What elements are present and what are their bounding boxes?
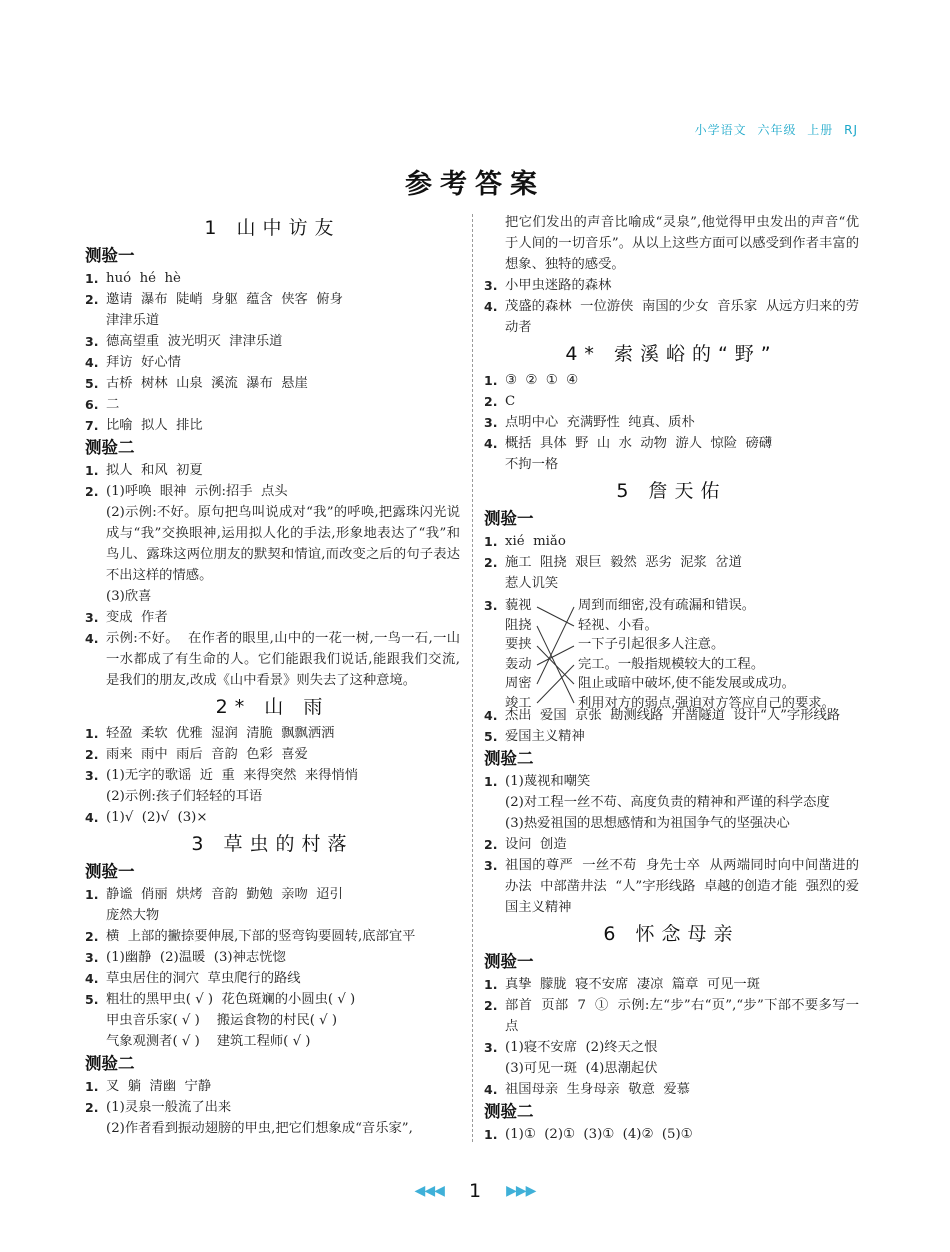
match-word: 周密 bbox=[505, 676, 532, 691]
item-subtext: 惹人讥笑 bbox=[505, 576, 559, 591]
match-line bbox=[537, 607, 574, 684]
item-text: ③ ② ① ④ bbox=[505, 373, 579, 388]
answer-item bbox=[484, 726, 859, 747]
answer-item bbox=[85, 607, 460, 628]
item-text: 设问 创造 bbox=[505, 837, 567, 852]
item-text: 概括 具体 野 山 水 动物 游人 惊险 磅礴 bbox=[505, 436, 773, 451]
match-word: 阻挠 bbox=[505, 617, 532, 633]
test-label: 测验一 bbox=[484, 509, 534, 528]
item-number: 4. bbox=[484, 708, 498, 723]
match-word: 要挟 bbox=[505, 637, 532, 652]
item-text: 静谧 俏丽 烘烤 音韵 勤勉 亲吻 迢引 bbox=[106, 887, 343, 902]
item-number: 2. bbox=[484, 837, 498, 852]
item-text: (1)无字的歌谣 近 重 来得突然 来得悄悄 bbox=[106, 768, 359, 783]
item-number: 2. bbox=[85, 1100, 99, 1115]
item-text: 小甲虫迷路的森林 bbox=[505, 278, 612, 293]
test-label: 测验一 bbox=[85, 246, 135, 265]
item-number: 4. bbox=[85, 355, 99, 370]
item-text: (1)灵泉一般流了出来 bbox=[106, 1100, 232, 1115]
item-number: 3. bbox=[85, 768, 99, 783]
answer-item bbox=[484, 370, 859, 391]
matching-lines bbox=[532, 596, 578, 713]
item-text: 横 上部的撇捺要伸展,下部的竖弯钩要圆转,底部宜平 bbox=[106, 929, 416, 944]
answer-item bbox=[85, 807, 460, 828]
answer-item bbox=[484, 1037, 859, 1058]
match-word: 竣工 bbox=[505, 695, 532, 711]
answer-item bbox=[85, 884, 460, 905]
answer-item bbox=[85, 394, 460, 415]
item-subtext: 气象观测者( √ ) 建筑工程师( √ ) bbox=[106, 1034, 311, 1049]
item-text: (1)① (2)① (3)① (4)② (5)① bbox=[505, 1127, 693, 1142]
match-definition: 完工。一般指规模较大的工程。 bbox=[578, 656, 765, 672]
lesson-title: 1 山中访友 bbox=[204, 217, 341, 239]
lesson-title: 4* 索溪峪的“野” bbox=[565, 343, 778, 365]
matching-exercise bbox=[484, 596, 859, 711]
item-number: 1. bbox=[484, 774, 498, 789]
item-subtext: 不拘一格 bbox=[505, 457, 559, 472]
answer-item bbox=[484, 391, 859, 412]
item-subtext: (2)示例:孩子们轻轻的耳语 bbox=[106, 789, 263, 804]
item-text: C bbox=[505, 394, 516, 409]
match-definition: 周到而细密,没有疏漏和错误。 bbox=[578, 598, 756, 613]
match-line bbox=[537, 665, 574, 703]
item-text: 拜访 好心情 bbox=[106, 355, 181, 370]
item-text: 真挚 朦胧 寝不安席 凄凉 篇章 可见一斑 bbox=[505, 977, 761, 992]
item-text: 施工 阻挠 艰巨 毅然 恶劣 泥浆 岔道 bbox=[505, 555, 742, 570]
page-header: 小学语文 六年级 上册 RJ bbox=[694, 123, 858, 137]
answer-item bbox=[85, 373, 460, 394]
item-subtext: (2)对工程一丝不苟、高度负责的精神和严谨的科学态度 bbox=[505, 795, 830, 810]
answer-list bbox=[85, 884, 460, 1052]
item-number: 1. bbox=[85, 463, 99, 478]
answer-item bbox=[85, 968, 460, 989]
item-number: 5. bbox=[85, 992, 99, 1007]
item-number: 3. bbox=[484, 1040, 498, 1055]
definition-column bbox=[578, 596, 868, 713]
answer-item bbox=[85, 289, 460, 310]
item-number: 3. bbox=[484, 415, 498, 430]
item-number: 3. bbox=[484, 598, 498, 613]
answer-item bbox=[484, 531, 859, 552]
item-number: 1. bbox=[85, 726, 99, 741]
item-text: 邀请 瀑布 陡峭 身躯 蕴含 侠客 俯身 bbox=[106, 292, 343, 307]
match-definition: 阻止或暗中破坏,使不能发展或成功。 bbox=[578, 676, 795, 691]
item-number: 3. bbox=[85, 950, 99, 965]
left-column bbox=[85, 212, 460, 1139]
answer-item bbox=[484, 552, 859, 573]
item-text: 茂盛的森林 一位游侠 南国的少女 音乐家 从远方归来的劳动者 bbox=[505, 299, 859, 335]
answer-item bbox=[85, 989, 460, 1010]
item-number: 5. bbox=[484, 729, 498, 744]
item-number: 4. bbox=[484, 299, 498, 314]
match-line bbox=[537, 646, 574, 684]
answer-item bbox=[85, 268, 460, 289]
item-subtext: (3)热爱祖国的思想感情和为祖国争气的坚强决心 bbox=[505, 816, 790, 831]
answer-item bbox=[85, 415, 460, 436]
item-text: 变成 作者 bbox=[106, 610, 168, 625]
item-number: 2. bbox=[85, 484, 99, 499]
answer-item bbox=[85, 628, 460, 691]
answer-list bbox=[484, 974, 859, 1100]
answer-item bbox=[85, 947, 460, 968]
answer-item bbox=[85, 331, 460, 352]
answer-item bbox=[85, 765, 460, 786]
answer-item bbox=[85, 723, 460, 744]
item-number: 1. bbox=[85, 1079, 99, 1094]
item-number: 2. bbox=[484, 998, 498, 1013]
lesson-title: 6 怀念母亲 bbox=[603, 923, 740, 945]
item-number: 2. bbox=[85, 929, 99, 944]
item-subtext: 甲虫音乐家( √ ) 搬运食物的村民( √ ) bbox=[106, 1013, 338, 1028]
answer-item bbox=[484, 1079, 859, 1100]
item-number: 7. bbox=[85, 418, 99, 433]
item-text: 叉 躺 清幽 宁静 bbox=[106, 1079, 212, 1094]
item-text: 古桥 树林 山泉 溪流 瀑布 悬崖 bbox=[106, 376, 308, 391]
item-text: 比喻 拟人 排比 bbox=[106, 418, 203, 433]
item-text: 拟人 和风 初夏 bbox=[106, 463, 203, 478]
answer-item bbox=[484, 275, 859, 296]
match-line bbox=[537, 607, 574, 626]
page-footer bbox=[0, 1180, 950, 1202]
column-divider bbox=[472, 214, 473, 1142]
item-text: 轻盈 柔软 优雅 湿润 清脆 飘飘洒洒 bbox=[106, 726, 335, 741]
item-text: 雨来 雨中 雨后 音韵 色彩 喜爱 bbox=[106, 747, 308, 762]
item-text: 爱国主义精神 bbox=[505, 729, 585, 744]
answer-item bbox=[85, 352, 460, 373]
item-text: 德高望重 波光明灭 津津乐道 bbox=[106, 334, 283, 349]
item-number: 2. bbox=[85, 747, 99, 762]
item-text: 部首 页部 7 ① 示例:左“步”右“页”,“步”下部不要多写一点 bbox=[505, 998, 859, 1034]
answer-item bbox=[85, 744, 460, 765]
match-word: 藐视 bbox=[505, 598, 532, 613]
answer-item bbox=[484, 855, 859, 918]
item-number: 4. bbox=[85, 971, 99, 986]
item-subtext: 把它们发出的声音比喻成“灵泉”,他觉得甲虫发出的声音“优于人间的一切音乐”。从以上这些方面可以感受到作者丰富的想象、独特的感受。 bbox=[505, 215, 859, 272]
answer-item bbox=[484, 974, 859, 995]
answer-item bbox=[484, 995, 859, 1037]
test-label: 测验二 bbox=[484, 1102, 534, 1121]
item-text: huó hé hè bbox=[106, 271, 181, 286]
answer-item bbox=[484, 433, 859, 454]
match-definition: 利用对方的弱点,强迫对方答应自己的要求。 bbox=[578, 695, 835, 711]
item-subtext: (2)作者看到振动翅膀的甲虫,把它们想象成“音乐家”, bbox=[106, 1121, 413, 1136]
item-number: 4. bbox=[85, 810, 99, 825]
test-label: 测验二 bbox=[484, 749, 534, 768]
answer-list bbox=[85, 723, 460, 828]
test-label: 测验二 bbox=[85, 438, 135, 457]
item-text: xié miǎo bbox=[505, 534, 566, 549]
answer-item bbox=[484, 834, 859, 855]
item-number: 1. bbox=[85, 271, 99, 286]
prev-page-arrows[interactable]: ◀◀◀ bbox=[414, 1183, 444, 1199]
item-text: 祖国母亲 生身母亲 敬意 爱慕 bbox=[505, 1082, 690, 1097]
lesson-title: 3 草虫的村落 bbox=[191, 833, 354, 855]
item-number: 3. bbox=[484, 858, 498, 873]
item-number: 4. bbox=[85, 631, 99, 646]
item-number: 2. bbox=[484, 394, 498, 409]
page-number: 1 bbox=[468, 1180, 482, 1202]
test-label: 测验二 bbox=[85, 1054, 135, 1073]
item-text: (1)蔑视和嘲笑 bbox=[505, 774, 591, 789]
item-text: (1)寝不安席 (2)终天之恨 bbox=[505, 1040, 658, 1055]
lesson-title: 5 詹天佑 bbox=[616, 480, 727, 502]
item-text: (1)呼唤 眼神 示例:招手 点头 bbox=[106, 484, 288, 499]
test-label: 测验一 bbox=[484, 952, 534, 971]
item-text: 祖国的尊严 一丝不苟 身先士卒 从两端同时向中间凿进的办法 中部凿井法 “人”字形线路 卓越的创造才能 强烈的爱国主义精神 bbox=[505, 858, 859, 915]
answer-list bbox=[484, 370, 859, 475]
item-number: 1. bbox=[484, 977, 498, 992]
lesson-title: 2* 山 雨 bbox=[215, 696, 330, 718]
answer-item bbox=[484, 1124, 859, 1145]
page-title: 参考答案 bbox=[405, 169, 545, 200]
item-number: 1. bbox=[484, 1127, 498, 1142]
item-text: 草虫居住的洞穴 草虫爬行的路线 bbox=[106, 971, 301, 986]
item-text: (1)幽静 (2)温暖 (3)神志恍惚 bbox=[106, 950, 286, 965]
answer-item bbox=[85, 1076, 460, 1097]
item-number: 3. bbox=[484, 278, 498, 293]
right-column bbox=[484, 212, 859, 1145]
answer-item bbox=[484, 412, 859, 433]
item-subtext: (3)可见一斑 (4)思潮起伏 bbox=[505, 1061, 658, 1076]
item-number: 1. bbox=[85, 887, 99, 902]
item-number: 3. bbox=[85, 610, 99, 625]
answer-item bbox=[85, 481, 460, 502]
item-number: 1. bbox=[484, 373, 498, 388]
answer-item bbox=[85, 1097, 460, 1118]
item-number: 4. bbox=[484, 436, 498, 451]
answer-item bbox=[85, 460, 460, 481]
answer-list bbox=[85, 268, 460, 436]
match-definition: 一下子引起很多人注意。 bbox=[578, 637, 725, 652]
item-text: 粗壮的黑甲虫( √ ) 花色斑斓的小圆虫( √ ) bbox=[106, 992, 356, 1007]
item-number: 2. bbox=[484, 555, 498, 570]
item-text: 二 bbox=[106, 397, 120, 412]
item-number: 5. bbox=[85, 376, 99, 391]
test-label: 测验一 bbox=[85, 862, 135, 881]
item-text: (1)√ (2)√ (3)× bbox=[106, 810, 208, 825]
item-number: 4. bbox=[484, 1082, 498, 1097]
answer-item bbox=[484, 296, 859, 338]
answer-item bbox=[484, 771, 859, 792]
item-subtext: 庞然大物 bbox=[106, 908, 160, 923]
item-number: 6. bbox=[85, 397, 99, 412]
item-text: 示例:不好。 在作者的眼里,山中的一花一树,一鸟一石,一山一水都成了有生命的人。它们能跟我们说话,能跟我们交流,是我们的朋友,改成《山中看景》则失去了这种意境。 bbox=[106, 631, 460, 688]
item-subtext: (3)欣喜 bbox=[106, 589, 152, 604]
match-line bbox=[537, 646, 574, 665]
match-word: 轰动 bbox=[505, 656, 532, 672]
item-subtext: 津津乐道 bbox=[106, 313, 160, 328]
item-text: 杰出 爱国 京张 勘测线路 开凿隧道 设计“人”字形线路 bbox=[505, 708, 841, 723]
item-number: 1. bbox=[484, 534, 498, 549]
item-number: 2. bbox=[85, 292, 99, 307]
match-definition: 轻视、小看。 bbox=[578, 617, 658, 633]
item-text: 点明中心 充满野性 纯真、质朴 bbox=[505, 415, 695, 430]
next-page-arrows[interactable]: ▶▶▶ bbox=[506, 1183, 536, 1199]
answer-item bbox=[85, 926, 460, 947]
item-number: 3. bbox=[85, 334, 99, 349]
item-subtext: (2)示例:不好。原句把鸟叫说成对“我”的呼唤,把露珠闪光说成与“我”交换眼神,运用拟人化的手法,形象地表达了“我”和鸟儿、露珠这两位朋友的默契和情谊,而改变之后的句子表达不出这样的情感。 bbox=[106, 505, 460, 583]
